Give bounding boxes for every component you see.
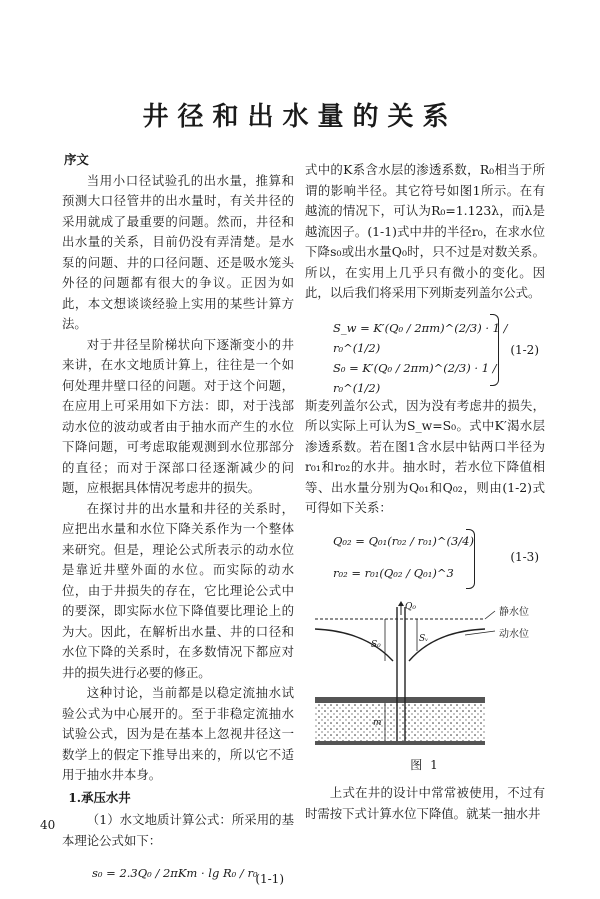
paragraph: 这种讨论，当前都是以稳定流抽水试验公式为中心展开的。至于非稳定流抽水试验公式，因为是在基本上忽视井径这一数学上的假定下推导出来的，所以它不适用于抽水井本身。 [62, 685, 294, 782]
preface-heading: 序文 [64, 152, 89, 167]
left-column [62, 150, 294, 899]
formula-expression: s₀ = 2.3Q₀ / 2πKm · lg R₀ / r₀ [92, 866, 258, 880]
formula-line: S_w = K′(Q₀ / 2πm)^(2/3) · 1 / r₀^(1/2) [333, 320, 508, 355]
label-m: m [373, 717, 382, 728]
figure-caption: 图 1 [410, 757, 440, 772]
article-title: 井径和出水量的关系 [142, 102, 458, 132]
paragraph: 上式在井的设计中常常被使用，不过有时需按下式计算水位下降值。就某一抽水井 [305, 785, 545, 821]
well-diagram [305, 601, 545, 751]
right-column [305, 160, 545, 824]
page-number: 40 [40, 818, 56, 832]
equation-number: (1-3) [510, 549, 539, 564]
paragraph: 对于井径呈阶梯状向下逐渐变小的井来讲，在水文地质计算上，往往是一个如何处理井壁口径的问题。对于这个问题，在应用上可采用如下方法：即，对于浅部动水位的波动或者由于抽水而产生的水位下降问题，可考虑取能观测到水位那部分的直径；而对于深部口径逐渐减少的问题，应根据具体情况考虑井的损失。 [62, 336, 294, 495]
confining-layer [315, 697, 485, 703]
brace [490, 314, 499, 386]
formula-1-3 [305, 525, 545, 591]
label-s0: S₀ [371, 639, 381, 650]
label-sw: Sᵥ [419, 633, 429, 644]
formula-1-2 [305, 310, 545, 395]
formula-line: S₀ = K′(Q₀ / 2πm)^(2/3) · 1 / r₀^(1/2) [333, 360, 497, 395]
bottom-layer [315, 741, 485, 745]
label-static-level: 静水位 [499, 606, 529, 618]
label-q0: Q₀ [405, 601, 416, 612]
paragraph: 当用小口径试验孔的出水量，推算和预测大口径管井的出水量时，有关井径的采用就成了最重要的问题。然而，井径和出水量的关系，目前仍没有弄清楚。是水泵的问题、井的口径问题、还是吸水笼头外径的问题都有很大的争议。正因为如此，本文想谈谈经验上实用的某些计算方法。 [62, 172, 294, 331]
brace [466, 529, 475, 589]
paragraph: （1）水文地质计算公式：所采用的基本理论公式如下： [62, 812, 294, 848]
equation-number: (1-2) [510, 342, 539, 357]
formula-1-1 [62, 857, 294, 893]
label-dynamic-level: 动水位 [499, 628, 529, 640]
section-heading: 1.承压水井 [68, 789, 131, 805]
figure-1 [305, 601, 545, 751]
formula-line: Q₀₂ = Q₀₁(r₀₂ / r₀₁)^(3/4) [333, 533, 474, 548]
paragraph: 式中的K系含水层的渗透系数，R₀相当于所谓的影响半径。其它符号如图1所示。在有越流的情况下，可认为R₀=1.123λ，而λ是越流因子。(1-1)式中井的半径r₀，在求水位下降s₀或出水量Q₀时，只不过是对数关系。所以，在实用上几乎只有微小的变化。因此，以后我们将采用下列斯麦列盖尔公式。 [305, 162, 545, 300]
formula-line: r₀₂ = r₀₁(Q₀₂ / Q₀₁)^3 [333, 565, 454, 580]
paragraph: 在探讨井的出水量和井径的关系时，应把出水量和水位下降关系作为一个整体来研究。但是，理论公式所表示的动水位是靠近井壁外面的水位。而实际的动水位，由于井损失的存在，它比理论公式中的要深，即实际水位下降值要比理论上的为大。因此，在解析出水量、井的口径和水位下降的关系时，在多数情况下都应对井的损失进行必要的修正。 [62, 500, 294, 680]
equation-number: (1-1) [255, 872, 284, 886]
cone-left [315, 629, 393, 661]
aquifer-layer [315, 703, 485, 741]
paragraph: 斯麦列盖尔公式，因为没有考虑井的损失，所以实际上可认为S_w=S₀。式中K′渴水层渗透系数。若在图1含水层中钻两口半径为r₀₁和r₀₂的水井。抽水时，若水位下降值相等、出水量分别为Q₀₁和Q₀₂，则由(1-2)式可得如下关系： [305, 397, 545, 515]
